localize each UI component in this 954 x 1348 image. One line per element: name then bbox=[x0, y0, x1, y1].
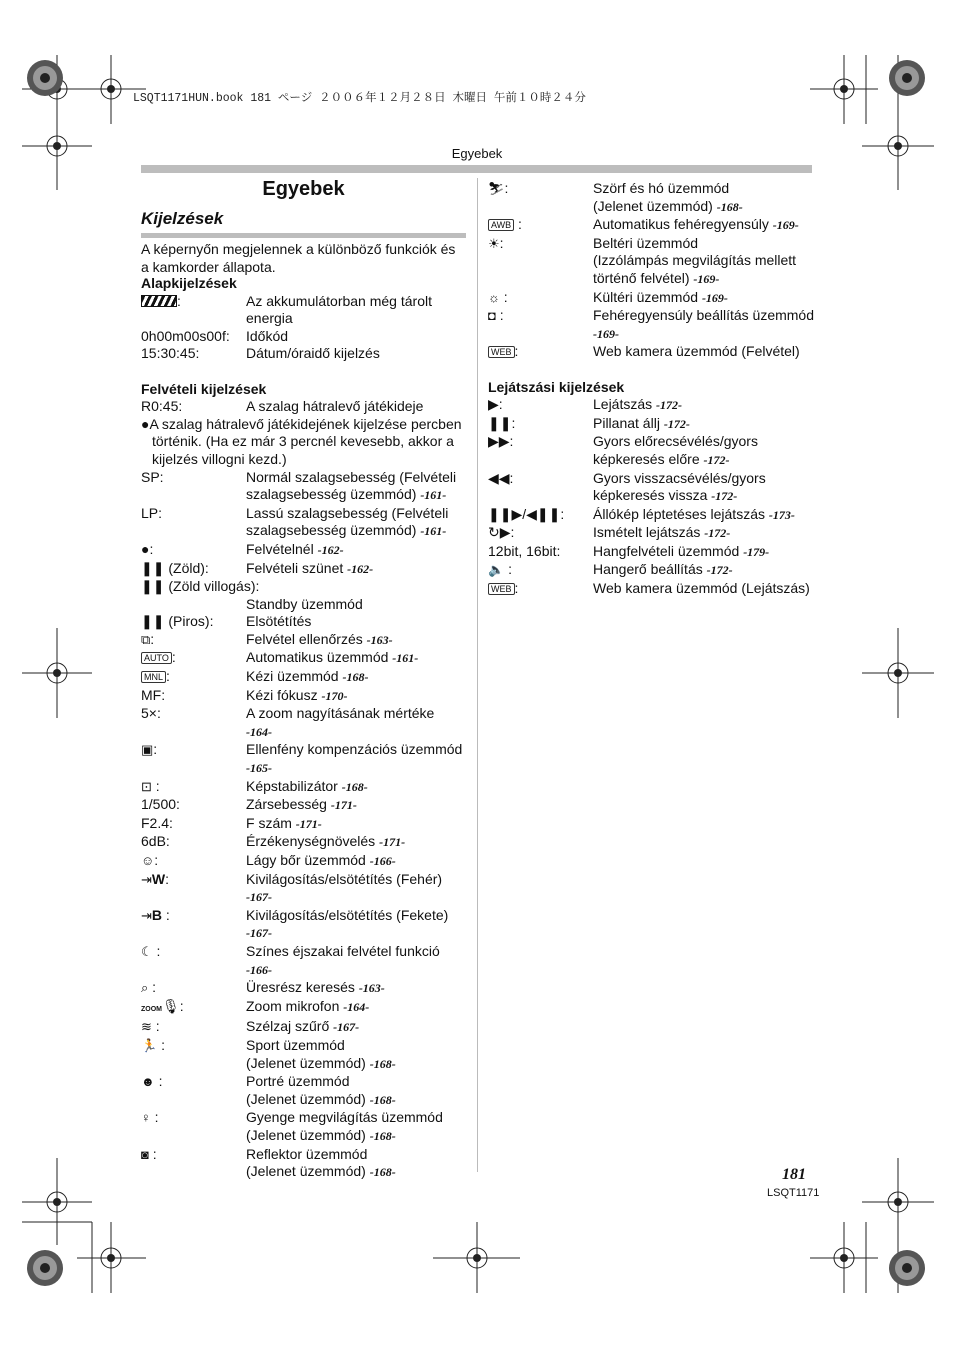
white-balance-set-icon: ◘ bbox=[488, 308, 496, 324]
note-text: ●A szalag hátralevő játékidejének kijelzése percben történik. (Ha ez már 3 percnél kevesebb, akkor a kijelzés villogni kezd.) bbox=[141, 415, 462, 467]
list-item: WEB : Web kamera üzemmód (Lejátszás) bbox=[488, 580, 818, 598]
fade-black-icon: B bbox=[151, 906, 163, 923]
list-item: ▶▶: Gyors előrecsévélés/gyors képkeresés előre -172- bbox=[488, 433, 758, 467]
zoom-mic-icon: ZOOM bbox=[141, 1005, 162, 1013]
list-item: 5×: A zoom nagyításának mértéke -164- bbox=[141, 705, 435, 739]
web-camera-icon: WEB bbox=[488, 346, 515, 358]
fade-white-icon: W bbox=[151, 870, 166, 887]
list-item: MF: Kézi fókusz -170- bbox=[141, 686, 348, 703]
list-item: F2.4: F szám -171- bbox=[141, 814, 322, 831]
list-item: ⧉: Felvétel ellenőrzés -163- bbox=[141, 630, 393, 647]
volume-icon: 🔈 bbox=[488, 562, 505, 578]
list-item: ⇥W: Kivilágosítás/elsötétítés (Fehér) -167- bbox=[141, 870, 443, 905]
list-item: LP: Lassú szalagsebesség (Felvételi szalagsebesség üzemmód) -161- bbox=[141, 504, 449, 539]
list-item: ↻▶: Ismételt lejátszás -172- bbox=[488, 524, 731, 541]
list-item: ≋ : Szélzaj szűrő -167- bbox=[141, 1018, 360, 1035]
list-item: ❚❚ (Piros): Elsötétítés bbox=[141, 613, 312, 630]
basic-displays-heading: Alapkijelzések bbox=[141, 275, 237, 291]
left-column bbox=[141, 275, 471, 1182]
list-item: Standby üzemmód bbox=[246, 595, 363, 612]
print-header-line: LSQT1171HUN.book 181 ページ ２００６年１２月２８日 木曜日 午前１０時２４分 bbox=[133, 92, 586, 105]
auto-mode-icon: AUTO bbox=[141, 652, 172, 664]
list-item: ZOOM🎙: Zoom mikrofon -164- bbox=[141, 997, 370, 1014]
header-bar bbox=[141, 165, 812, 173]
list-item: 15:30:45: Dátum/óraidő kijelzés bbox=[141, 345, 380, 362]
low-light-icon: ♀ bbox=[141, 1110, 151, 1126]
list-item: ▣: Ellenfény kompenzációs üzemmód -165- bbox=[141, 741, 463, 776]
indoor-icon: ☀ bbox=[488, 235, 500, 251]
page-number: 181 bbox=[782, 1166, 806, 1183]
fade-icon: ⇥ bbox=[141, 871, 152, 887]
night-mode-icon: ☾ bbox=[141, 943, 153, 959]
list-item: ⌕ : Üresrész keresés -163- bbox=[141, 979, 385, 996]
outdoor-icon: ☼ bbox=[488, 289, 500, 305]
list-item: ☀: Beltéri üzemmód (Izzólámpás megvilágítás mellett történő felvétel) -169- bbox=[488, 234, 797, 286]
list-item: ☻ : Portré üzemmód (Jelenet üzemmód) -168- bbox=[141, 1073, 396, 1107]
manual-mode-icon: MNL bbox=[141, 671, 166, 683]
list-item: ⊡ : Képstabilizátor -168- bbox=[141, 777, 368, 794]
list-item: ❚❚ (Zöld villogás): bbox=[141, 578, 260, 595]
right-column bbox=[488, 180, 818, 598]
wind-filter-icon: ≋ bbox=[141, 1019, 152, 1035]
list-item: ❚❚ (Zöld): Felvételi szünet -162- bbox=[141, 559, 374, 576]
spotlight-icon: ◙ bbox=[141, 1146, 149, 1162]
list-item: AWB : Automatikus fehéregyensúly -169- bbox=[488, 216, 818, 235]
list-item: R0:45: A szalag hátralevő játékideje bbox=[141, 398, 424, 415]
list-item: ♀ : Gyenge megvilágítás üzemmód (Jelenet üzemmód) -168- bbox=[141, 1109, 443, 1143]
list-item: ⛷: Szörf és hó üzemmód (Jelenet üzemmód) -168- bbox=[488, 180, 743, 214]
section-subtitle: Kijelzések bbox=[141, 209, 224, 228]
battery-icon bbox=[141, 295, 177, 307]
list-item: SP: Normál szalagsebesség (Felvételi szalagsebesség üzemmód) -161- bbox=[141, 468, 457, 503]
list-item: ⇥B : Kivilágosítás/elsötétítés (Fekete) -167- bbox=[141, 906, 449, 941]
list-item: 6dB: Érzékenységnövelés -171- bbox=[141, 833, 406, 850]
surf-snow-icon: ⛷ bbox=[488, 181, 505, 196]
subtitle-rule bbox=[141, 233, 466, 238]
soft-skin-icon: ☺ bbox=[141, 853, 155, 868]
list-item: AUTO : Automatikus üzemmód -161- bbox=[141, 649, 471, 668]
list-item: ❚❚: Pillanat állj -172- bbox=[488, 414, 690, 431]
section-tab: Egyebek bbox=[451, 146, 503, 161]
portrait-icon: ☻ bbox=[141, 1074, 155, 1090]
document-code: LSQT1171 bbox=[767, 1187, 820, 1199]
playback-displays-heading: Lejátszási kijelzések bbox=[488, 378, 625, 395]
recording-check-icon: ⧉ bbox=[141, 631, 151, 647]
sport-icon: 🏃 bbox=[141, 1037, 158, 1053]
intro-text: A képernyőn megjelennek a különböző funkciók és a kamkorder állapota. bbox=[141, 241, 456, 275]
blank-search-icon: ⌕ bbox=[141, 980, 149, 996]
list-item: WEB : Web kamera üzemmód (Felvétel) bbox=[488, 343, 818, 361]
web-camera-icon: WEB bbox=[488, 583, 515, 595]
backlight-icon: ▣ bbox=[141, 742, 154, 758]
list-item: ☾ : Színes éjszakai felvétel funkció -166- bbox=[141, 942, 440, 977]
list-item: ◀◀: Gyors visszacsévélés/gyors képkeresés vissza -172- bbox=[488, 469, 766, 504]
list-item: MNL : Kézi üzemmód -168- bbox=[141, 668, 471, 687]
list-item: ◘ : Fehéregyensúly beállítás üzemmód -169- bbox=[488, 307, 815, 341]
list-item: ▶: Lejátszás -172- bbox=[488, 396, 683, 413]
list-item: 0h00m00s00f: Időkód bbox=[141, 327, 289, 344]
list-item: 🏃 : Sport üzemmód (Jelenet üzemmód) -168- bbox=[141, 1036, 396, 1071]
list-item: ◙ : Reflektor üzemmód (Jelenet üzemmód) -168- bbox=[141, 1145, 396, 1180]
list-item: : Az akkumulátorban még tárolt energia bbox=[141, 293, 471, 328]
recording-displays-heading: Felvételi kijelzések bbox=[141, 380, 267, 397]
list-item: 12bit, 16bit: Hangfelvételi üzemmód -179- bbox=[488, 542, 770, 559]
list-item: ☺: Lágy bőr üzemmód -166- bbox=[141, 852, 396, 868]
fade-icon: ⇥ bbox=[141, 907, 152, 923]
awb-icon: AWB bbox=[488, 219, 514, 231]
list-item: ❚❚▶/◀❚❚: Állókép léptetéses lejátszás -173- bbox=[488, 505, 795, 522]
list-item: ●: Felvételnél -162- bbox=[141, 540, 344, 557]
list-item: 🔈 : Hangerő beállítás -172- bbox=[488, 561, 733, 578]
column-divider bbox=[477, 178, 478, 1172]
list-item: 1/500: Zársebesség -171- bbox=[141, 796, 357, 813]
list-item: ☼ : Kültéri üzemmód -169- bbox=[488, 288, 728, 305]
page-title: Egyebek bbox=[262, 178, 345, 200]
stabilizer-icon: ⊡ bbox=[141, 778, 152, 794]
